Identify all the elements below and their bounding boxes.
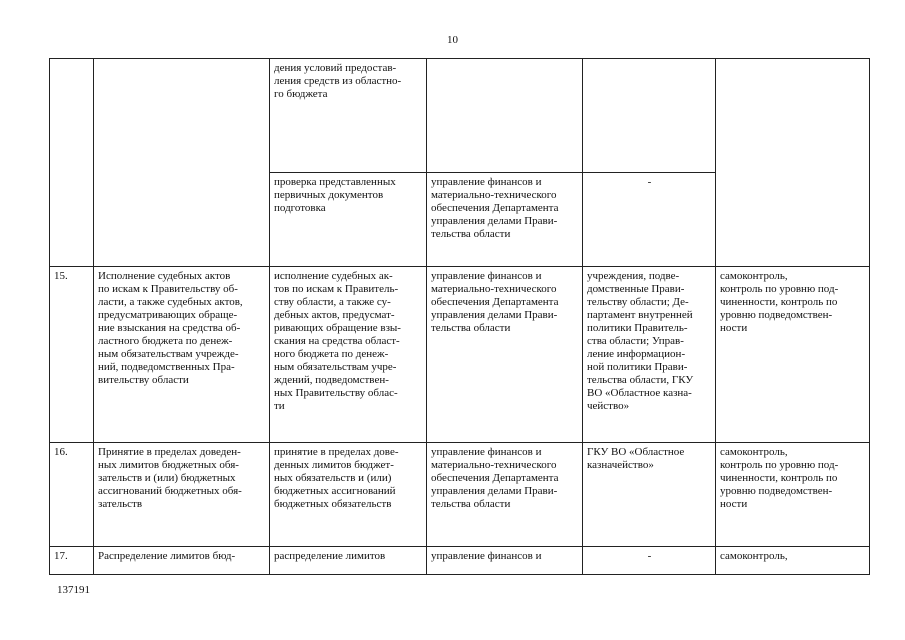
participants-cell xyxy=(583,173,716,267)
responsible-cell xyxy=(427,547,583,575)
cell-text-line: ние взыскания на средства об- xyxy=(98,322,241,334)
cell-text-line: казначейство» xyxy=(587,459,654,471)
cell-text-line: распределение лимитов xyxy=(274,550,386,562)
document-code: 137191 xyxy=(57,584,90,596)
cell-text-line: ных Правительству облас- xyxy=(274,387,398,399)
participants-cell xyxy=(583,547,716,575)
cell-text-line: уровню подведомствен- xyxy=(720,309,833,321)
cell-text-line: управления делами Прави- xyxy=(431,485,558,497)
cell-text-line: ным обязательствам учрежде- xyxy=(98,348,239,360)
cell-text-line: ластного бюджета по денеж- xyxy=(98,335,233,347)
cell-text-line: материально-технического xyxy=(431,189,557,201)
responsible-cell xyxy=(427,59,583,173)
cell-text-line: предусматривающих обраще- xyxy=(98,309,238,321)
cell-text-line: скания на средства област- xyxy=(274,335,400,347)
cell-text-line: принятие в пределах дове- xyxy=(274,446,399,458)
cell-text-line: первичных документов xyxy=(274,189,384,201)
row-number-cell xyxy=(50,59,94,267)
operation-cell xyxy=(270,173,427,267)
cell-text-line: тов по искам к Правитель- xyxy=(274,283,399,295)
cell-text-line: ству области, а также су- xyxy=(274,296,391,308)
control-table xyxy=(49,58,870,575)
cell-text-line: ласти, а также судебных актов, xyxy=(98,296,243,308)
cell-text-line: ности xyxy=(720,322,748,334)
cell-text-line: зательств xyxy=(98,498,143,510)
cell-text-line: ассигнований бюджетных обя- xyxy=(98,485,242,497)
cell-text-line: управление финансов и xyxy=(431,176,542,188)
cell-text-line: исполнение судебных ак- xyxy=(274,270,393,282)
table-row xyxy=(50,547,870,575)
control-type-cell xyxy=(716,443,870,547)
table-row xyxy=(50,443,870,547)
cell-text-line: домственные Прави- xyxy=(587,283,685,295)
responsible-cell xyxy=(427,173,583,267)
table-row xyxy=(50,59,870,173)
cell-text-line: ний, подведомственных Пра- xyxy=(98,361,235,373)
cell-text-line: ГКУ ВО «Областное xyxy=(587,446,685,458)
operation-cell xyxy=(270,267,427,443)
participants-cell xyxy=(583,267,716,443)
cell-text-line: ВО «Областное казна- xyxy=(587,387,692,399)
cell-text-line: обеспечения Департамента xyxy=(431,296,559,308)
cell-text-line: тельству области; Де- xyxy=(587,296,689,308)
cell-text-line: самоконтроль, xyxy=(720,550,788,562)
row-number-cell: 15. xyxy=(50,267,94,443)
participants-cell xyxy=(583,443,716,547)
cell-text-line: контроль по уровню под- xyxy=(720,459,839,471)
cell-text-line: контроль по уровню под- xyxy=(720,283,839,295)
process-cell xyxy=(94,443,270,547)
cell-text-line: управление финансов и xyxy=(431,550,542,562)
cell-text-line: ства области; Управ- xyxy=(587,335,684,347)
cell-text-line: материально-технического xyxy=(431,283,557,295)
cell-text-line: ривающих обращение взы- xyxy=(274,322,401,334)
cell-text-line: самоконтроль, xyxy=(720,446,788,458)
cell-text-line: материально-технического xyxy=(431,459,557,471)
operation-cell xyxy=(270,443,427,547)
cell-text-line: проверка представленных xyxy=(274,176,396,188)
cell-text-line: го бюджета xyxy=(274,88,328,100)
cell-text-line: обеспечения Департамента xyxy=(431,472,559,484)
cell-text-line: ление информацион- xyxy=(587,348,686,360)
cell-text-line: Принятие в пределах доведен- xyxy=(98,446,241,458)
table-row xyxy=(50,267,870,443)
cell-text-line: вительству области xyxy=(98,374,189,386)
page-number: 10 xyxy=(447,34,458,46)
cell-text-line: уровню подведомствен- xyxy=(720,485,833,497)
control-type-cell xyxy=(716,547,870,575)
cell-text-line: самоконтроль, xyxy=(720,270,788,282)
cell-text-line: дебных актов, предусмат- xyxy=(274,309,395,321)
cell-text-line: дения условий предостав- xyxy=(274,62,397,74)
responsible-cell xyxy=(427,443,583,547)
cell-text-line: управление финансов и xyxy=(431,270,542,282)
cell-text-line: обеспечения Департамента xyxy=(431,202,559,214)
cell-text-line: подготовка xyxy=(274,202,326,214)
cell-text-line: денных лимитов бюджет- xyxy=(274,459,394,471)
cell-text-line: управления делами Прави- xyxy=(431,215,558,227)
cell-text-line: бюджетных обязательств xyxy=(274,498,392,510)
control-type-cell xyxy=(716,59,870,267)
cell-text-line: Распределение лимитов бюд- xyxy=(98,550,236,562)
operation-cell xyxy=(270,59,427,173)
row-number-cell: 16. xyxy=(50,443,94,547)
participants-cell xyxy=(583,59,716,173)
process-cell xyxy=(94,267,270,443)
operation-cell xyxy=(270,547,427,575)
cell-text-line: по искам к Правительству об- xyxy=(98,283,238,295)
cell-text-line: партамент внутренней xyxy=(587,309,693,321)
cell-text-line: тельства области xyxy=(431,498,511,510)
cell-text-line: чиненности, контроль по xyxy=(720,472,838,484)
responsible-cell xyxy=(427,267,583,443)
cell-text-line: бюджетных ассигнований xyxy=(274,485,396,497)
cell-text-line: тельства области, ГКУ xyxy=(587,374,694,386)
cell-text-line: управления делами Прави- xyxy=(431,309,558,321)
cell-text-line: ности xyxy=(720,498,748,510)
cell-text-line: учреждения, подве- xyxy=(587,270,680,282)
cell-text-line: зательств и (или) бюджетных xyxy=(98,472,236,484)
control-type-cell xyxy=(716,267,870,443)
cell-text-line: ного бюджета по денеж- xyxy=(274,348,389,360)
cell-text-line: Исполнение судебных актов xyxy=(98,270,231,282)
process-cell xyxy=(94,547,270,575)
cell-text-line: ной политики Прави- xyxy=(587,361,688,373)
cell-text-line: чейство» xyxy=(587,400,630,412)
cell-text-line: тельства области xyxy=(431,322,511,334)
cell-text-line: ти xyxy=(274,400,285,412)
cell-text-line: ления средств из областно- xyxy=(274,75,402,87)
cell-text-line: ждений, подведомствен- xyxy=(274,374,389,386)
cell-text-line: - xyxy=(647,550,652,562)
cell-text-line: ным обязательствам учре- xyxy=(274,361,397,373)
row-number-cell: 17. xyxy=(50,547,94,575)
process-cell xyxy=(94,59,270,267)
cell-text-line: ных обязательств и (или) xyxy=(274,472,392,484)
cell-text-line: управление финансов и xyxy=(431,446,542,458)
cell-text-line: политики Правитель- xyxy=(587,322,688,334)
cell-text-line: чиненности, контроль по xyxy=(720,296,838,308)
cell-text-line: тельства области xyxy=(431,228,511,240)
cell-text-line: - xyxy=(647,176,652,188)
cell-text-line: ных лимитов бюджетных обя- xyxy=(98,459,239,471)
